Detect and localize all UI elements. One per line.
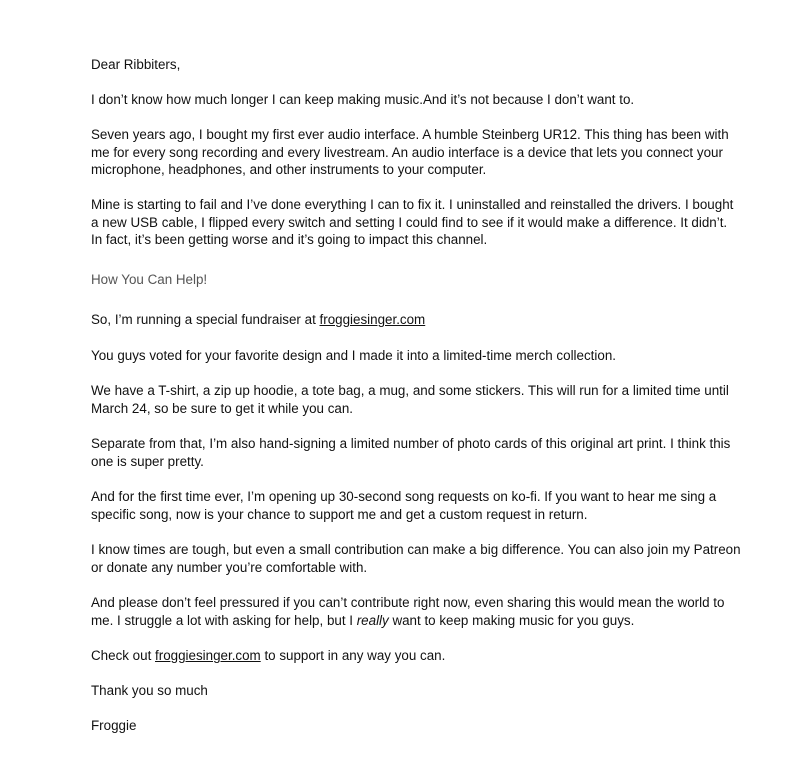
paragraph-no-pressure <box>91 594 741 629</box>
paragraph-contribution: I know times are tough, but even a small contribution can make a big difference. You can also join my Patreon or donate any number you’re comfortable with. <box>91 542 741 575</box>
paragraph-photo-cards: Separate from that, I’m also hand-signing a limited number of photo cards of this original art print. I think this one is super pretty. <box>91 436 731 469</box>
greeting: Dear Ribbiters, <box>91 57 181 72</box>
section-heading-how-you-can-help: How You Can Help! <box>91 272 208 287</box>
check-out-link[interactable]: froggiesinger.com <box>155 648 261 663</box>
paragraph-merch-items: We have a T-shirt, a zip up hoodie, a tote bag, a mug, and some stickers. This will run for a limited time until March 24, so be sure to get it while you can. <box>91 383 729 416</box>
paragraph-check-out <box>91 647 741 665</box>
paragraph-failing: Mine is starting to fail and I’ve done everything I can to fix it. I uninstalled and reinstalled the drivers. I bought a new USB cable, I flipped every switch and setting I could find to see if it would make a difference. It didn’t. In fact, it’s been getting worse and it’s going to impact this channel. <box>91 197 734 247</box>
no-pressure-text-end: want to keep making music for you guys. <box>388 612 635 628</box>
paragraph-merch-design: You guys voted for your favorite design and I made it into a limited-time merch collection. <box>91 348 616 363</box>
check-out-text: Check out <box>91 648 156 663</box>
paragraph-intro: I don’t know how much longer I can keep making music.And it’s not because I don’t want to. <box>91 92 635 107</box>
closing: Thank you so much <box>91 683 208 698</box>
check-out-text-end: to support in any way you can. <box>260 648 446 663</box>
emphasis-really: really <box>356 612 389 628</box>
no-pressure-text: And please don’t feel pressured if you can’t contribute right now, even sharing this would mean the world to me. I struggle a lot with asking for help, but I <box>91 595 725 628</box>
paragraph-fundraiser <box>91 311 741 329</box>
fundraiser-link[interactable]: froggiesinger.com <box>319 312 426 327</box>
fundraiser-text: So, I’m running a special fundraiser at <box>91 312 320 327</box>
signature: Froggie <box>91 718 137 733</box>
paragraph-audio-interface: Seven years ago, I bought my first ever audio interface. A humble Steinberg UR12. This thing has been with me for every song recording and every livestream. An audio interface is a device that lets you connect your microphone, headphones, and other instruments to your computer. <box>91 127 729 177</box>
paragraph-song-requests: And for the first time ever, I’m opening up 30-second song requests on ko-fi. If you want to hear me sing a specific song, now is your chance to support me and get a custom request in return. <box>91 489 717 522</box>
